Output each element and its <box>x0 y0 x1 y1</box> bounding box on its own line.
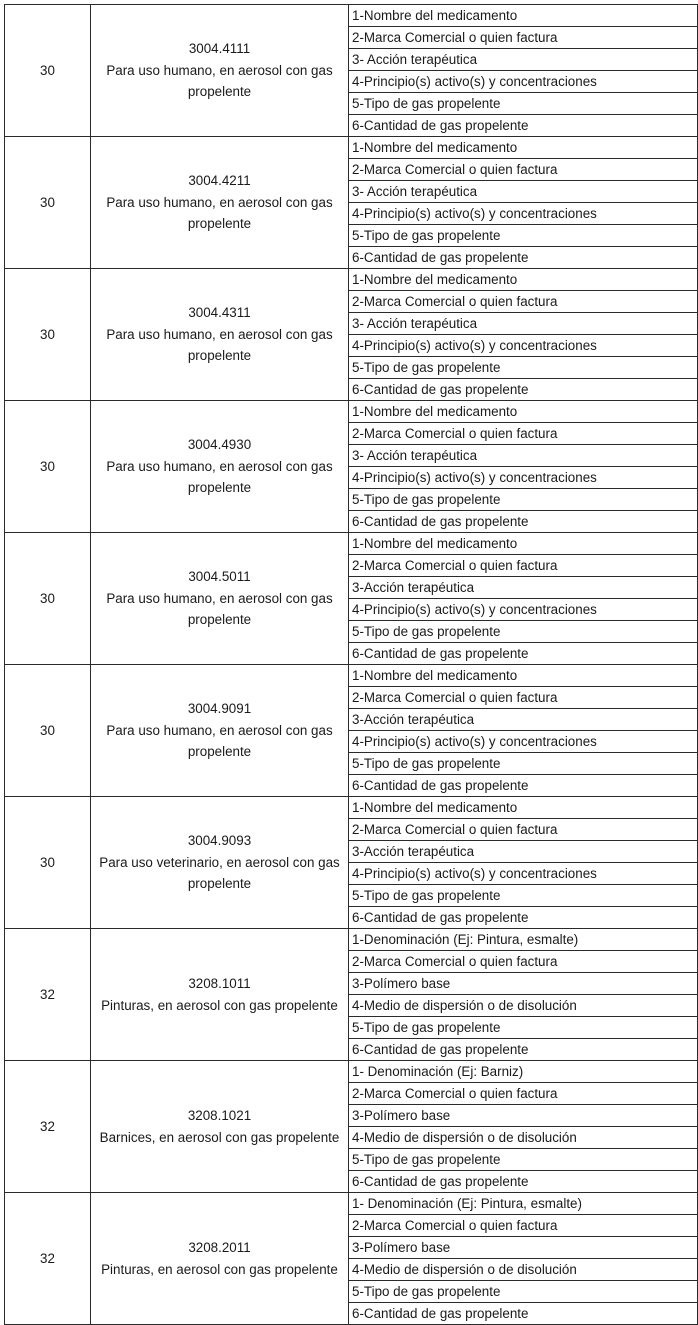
tariff-description-cell <box>91 269 349 401</box>
requirement-item: 5-Tipo de gas propelente <box>349 621 698 643</box>
tariff-code: 3208.1011 <box>188 976 251 991</box>
table-body <box>5 5 698 1325</box>
requirement-item: 5-Tipo de gas propelente <box>349 885 698 907</box>
requirement-item: 3-Acción terapéutica <box>349 577 698 599</box>
requirement-item: 3- Acción terapéutica <box>349 313 698 335</box>
requirement-item: 5-Tipo de gas propelente <box>349 93 698 115</box>
tariff-requirements-table <box>4 4 698 1325</box>
requirement-item: 6-Cantidad de gas propelente <box>349 775 698 797</box>
tariff-code: 3004.9093 <box>187 833 252 849</box>
requirement-item: 6-Cantidad de gas propelente <box>349 907 698 929</box>
tariff-description-cell <box>91 5 349 137</box>
requirement-item: 1-Nombre del medicamento <box>349 797 698 819</box>
tariff-code: 3004.4211 <box>188 173 251 189</box>
tariff-description-cell <box>91 797 349 929</box>
table-row <box>5 929 698 951</box>
requirement-item: 3-Acción terapéutica <box>349 841 698 863</box>
product-description: Para uso humano, en aerosol con gas propelente <box>106 722 333 760</box>
tariff-description-cell <box>91 1061 349 1193</box>
requirement-item: 2-Marca Comercial o quien factura <box>349 1083 698 1105</box>
requirement-item: 5-Tipo de gas propelente <box>349 357 698 379</box>
chapter-cell: 32 <box>5 1193 91 1325</box>
tariff-code: 3004.4111 <box>188 41 251 57</box>
product-description: Para uso humano, en aerosol con gas propelente <box>106 62 333 100</box>
requirement-item: 6-Cantidad de gas propelente <box>349 511 698 533</box>
requirement-item: 1-Nombre del medicamento <box>349 665 698 687</box>
chapter-cell: 30 <box>5 797 91 929</box>
chapter-cell: 32 <box>5 929 91 1061</box>
requirement-item: 5-Tipo de gas propelente <box>349 753 698 775</box>
requirement-item: 2-Marca Comercial o quien factura <box>349 1215 698 1237</box>
chapter-cell: 30 <box>5 5 91 137</box>
requirement-item: 6-Cantidad de gas propelente <box>349 643 698 665</box>
requirement-item: 6-Cantidad de gas propelente <box>349 379 698 401</box>
tariff-description-cell <box>91 401 349 533</box>
tariff-description-cell <box>91 1193 349 1325</box>
requirement-item: 2-Marca Comercial o quien factura <box>349 27 698 49</box>
table-row <box>5 269 698 291</box>
requirement-item: 6-Cantidad de gas propelente <box>349 247 698 269</box>
requirement-item: 1- Denominación (Ej: Barniz) <box>349 1061 698 1083</box>
requirement-item: 5-Tipo de gas propelente <box>349 225 698 247</box>
requirement-item: 1-Nombre del medicamento <box>349 269 698 291</box>
requirement-item: 4-Medio de dispersión o de disolución <box>349 1127 698 1149</box>
requirement-item: 2-Marca Comercial o quien factura <box>349 819 698 841</box>
requirement-item: 4-Principio(s) activo(s) y concentraciones <box>349 71 698 93</box>
requirement-item: 2-Marca Comercial o quien factura <box>349 291 698 313</box>
table-row <box>5 533 698 555</box>
requirement-item: 3- Acción terapéutica <box>349 445 698 467</box>
product-description: Para uso humano, en aerosol con gas propelente <box>106 326 333 364</box>
requirement-item: 3- Acción terapéutica <box>349 181 698 203</box>
product-description: Para uso humano, en aerosol con gas propelente <box>106 590 333 628</box>
requirement-item: 4-Principio(s) activo(s) y concentraciones <box>349 599 698 621</box>
requirement-item: 1-Nombre del medicamento <box>349 5 698 27</box>
requirement-item: 1-Denominación (Ej: Pintura, esmalte) <box>349 929 698 951</box>
tariff-description-cell <box>91 533 349 665</box>
table-row <box>5 5 698 27</box>
requirement-item: 1-Nombre del medicamento <box>349 533 698 555</box>
requirement-item: 4-Principio(s) activo(s) y concentraciones <box>349 335 698 357</box>
product-description: Para uso humano, en aerosol con gas propelente <box>106 194 333 232</box>
requirement-item: 4-Principio(s) activo(s) y concentraciones <box>349 203 698 225</box>
tariff-code: 3004.5011 <box>188 569 251 585</box>
tariff-code: 3004.4930 <box>187 437 252 453</box>
product-description: Barnices, en aerosol con gas propelente <box>99 1129 340 1145</box>
product-description: Para uso humano, en aerosol con gas propelente <box>106 458 333 496</box>
requirement-item: 4-Principio(s) activo(s) y concentraciones <box>349 731 698 753</box>
requirement-item: 2-Marca Comercial o quien factura <box>349 555 698 577</box>
tariff-code: 3208.2011 <box>188 1240 251 1255</box>
tariff-code: 3004.9091 <box>187 701 252 717</box>
requirement-item: 6-Cantidad de gas propelente <box>349 1171 698 1193</box>
requirement-item: 4-Medio de dispersión o de disolución <box>349 995 698 1017</box>
requirement-item: 5-Tipo de gas propelente <box>349 489 698 511</box>
requirement-item: 5-Tipo de gas propelente <box>349 1017 698 1039</box>
requirement-item: 5-Tipo de gas propelente <box>349 1281 698 1303</box>
table-row <box>5 137 698 159</box>
product-description: Pinturas, en aerosol con gas propelente <box>101 997 338 1013</box>
requirement-item: 3-Polímero base <box>349 1105 698 1127</box>
product-description: Pinturas, en aerosol con gas propelente <box>101 1261 338 1277</box>
chapter-cell: 30 <box>5 401 91 533</box>
chapter-cell: 30 <box>5 665 91 797</box>
requirement-item: 3-Polímero base <box>349 1237 698 1259</box>
table-row <box>5 665 698 687</box>
table-row <box>5 797 698 819</box>
requirement-item: 6-Cantidad de gas propelente <box>349 115 698 137</box>
requirement-item: 1-Nombre del medicamento <box>349 137 698 159</box>
chapter-cell: 30 <box>5 137 91 269</box>
requirement-item: 3-Polímero base <box>349 973 698 995</box>
requirement-item: 3-Acción terapéutica <box>349 709 698 731</box>
requirement-item: 3- Acción terapéutica <box>349 49 698 71</box>
tariff-description-cell <box>91 665 349 797</box>
chapter-cell: 30 <box>5 533 91 665</box>
tariff-code: 3004.4311 <box>188 305 251 321</box>
requirement-item: 4-Principio(s) activo(s) y concentraciones <box>349 467 698 489</box>
requirement-item: 4-Medio de dispersión o de disolución <box>349 1259 698 1281</box>
table-row <box>5 401 698 423</box>
table-row <box>5 1061 698 1083</box>
requirement-item: 1- Denominación (Ej: Pintura, esmalte) <box>349 1193 698 1215</box>
requirement-item: 6-Cantidad de gas propelente <box>349 1039 698 1061</box>
requirement-item: 2-Marca Comercial o quien factura <box>349 687 698 709</box>
tariff-description-cell <box>91 929 349 1061</box>
table-row <box>5 1193 698 1215</box>
requirement-item: 1-Nombre del medicamento <box>349 401 698 423</box>
chapter-cell: 32 <box>5 1061 91 1193</box>
requirement-item: 4-Principio(s) activo(s) y concentraciones <box>349 863 698 885</box>
requirement-item: 2-Marca Comercial o quien factura <box>349 423 698 445</box>
requirement-item: 2-Marca Comercial o quien factura <box>349 159 698 181</box>
requirement-item: 5-Tipo de gas propelente <box>349 1149 698 1171</box>
requirement-item: 2-Marca Comercial o quien factura <box>349 951 698 973</box>
product-description: Para uso veterinario, en aerosol con gas propelente <box>99 854 340 892</box>
chapter-cell: 30 <box>5 269 91 401</box>
requirement-item: 6-Cantidad de gas propelente <box>349 1303 698 1325</box>
tariff-description-cell <box>91 137 349 269</box>
tariff-code: 3208.1021 <box>187 1108 252 1123</box>
